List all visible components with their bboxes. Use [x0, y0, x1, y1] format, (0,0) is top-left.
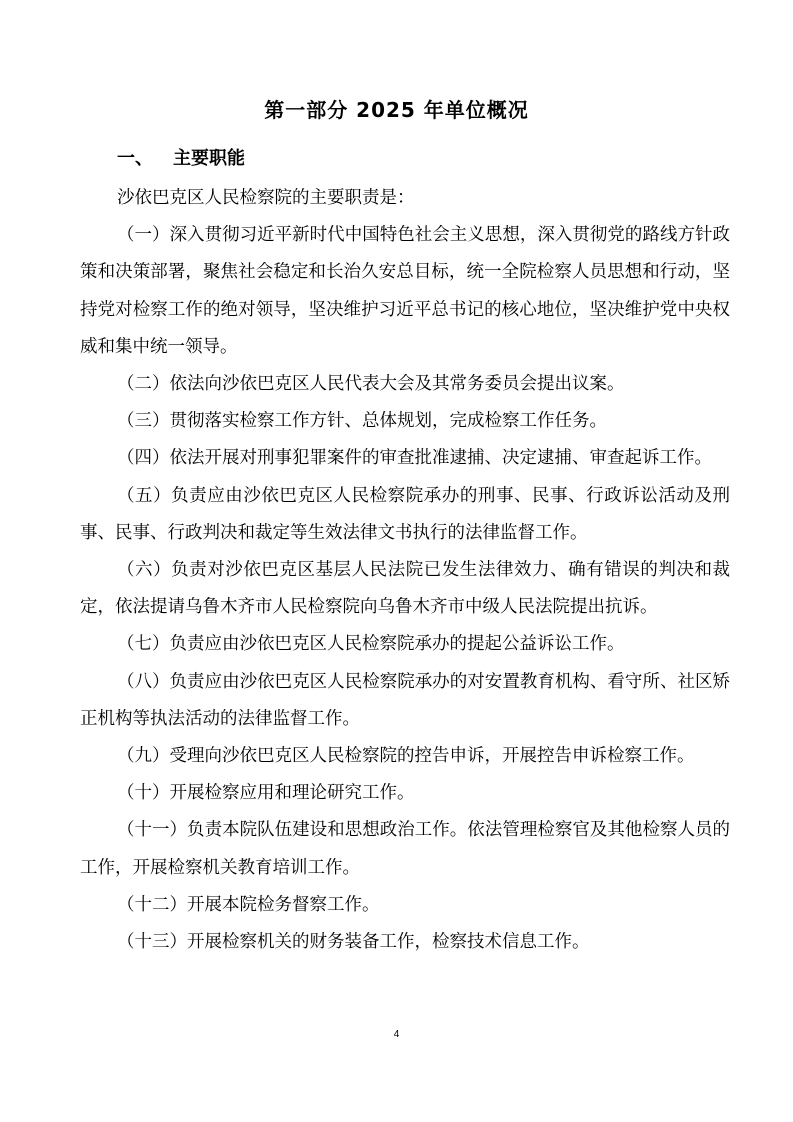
- section-number: 一、: [117, 148, 153, 169]
- paragraph-duty-13: （十三）开展检察机关的财务装备工作，检察技术信息工作。: [117, 932, 590, 953]
- paragraph-duty-10: （十）开展检察应用和理论研究工作。: [117, 783, 415, 804]
- paragraph-duty-6: （六）负责对沙依巴克区基层人民法院已发生法律效力、确有错误的判决和裁定，依法提请乌鲁木齐市人民检察院向乌鲁木齐市中级人民法院提出抗诉。: [80, 560, 730, 618]
- paragraph-duty-11: （十一）负责本院队伍建设和思想政治工作。依法管理检察官及其他检察人员的工作，开展检察机关教育培训工作。: [80, 820, 730, 878]
- paragraph-duty-8: （八）负责应由沙依巴克区人民检察院承办的对安置教育机构、看守所、社区矫正机构等执法活动的法律监督工作。: [80, 671, 730, 729]
- section-heading-text: 主要职能: [173, 148, 245, 169]
- paragraph-duty-2: （二）依法向沙依巴克区人民代表大会及其常务委员会提出议案。: [117, 374, 625, 395]
- paragraph-duty-3: （三）贯彻落实检察工作方针、总体规划，完成检察工作任务。: [117, 411, 607, 432]
- page-number: 4: [393, 1029, 400, 1040]
- paragraph-duty-5: （五）负责应由沙依巴克区人民检察院承办的刑事、民事、行政诉讼活动及刑事、民事、行政判决和裁定等生效法律文书执行的法律监督工作。: [80, 485, 730, 543]
- paragraph-duty-4: （四）依法开展对刑事犯罪案件的审查批准逮捕、决定逮捕、审查起诉工作。: [117, 448, 712, 469]
- paragraph-intro: 沙依巴克区人民检察院的主要职责是：: [117, 188, 415, 208]
- paragraph-duty-7: （七）负责应由沙依巴克区人民检察院承办的提起公益诉讼工作。: [117, 634, 625, 655]
- document-body: [80, 180, 730, 961]
- section-heading: [117, 146, 245, 172]
- paragraph-duty-9: （九）受理向沙依巴克区人民检察院的控告申诉，开展控告申诉检察工作。: [117, 746, 695, 767]
- paragraph-duty-12: （十二）开展本院检务督察工作。: [117, 894, 380, 915]
- page-title: 第一部分 2025 年单位概况: [264, 98, 529, 122]
- paragraph-duty-1: （一）深入贯彻习近平新时代中国特色社会主义思想，深入贯彻党的路线方针政策和决策部署，聚焦社会稳定和长治久安总目标，统一全院检察人员思想和行动，坚持党对检察工作的绝对领导，坚决维护习近平总书记的核心地位，坚决维护党中央权威和集中统一领导。: [80, 225, 730, 357]
